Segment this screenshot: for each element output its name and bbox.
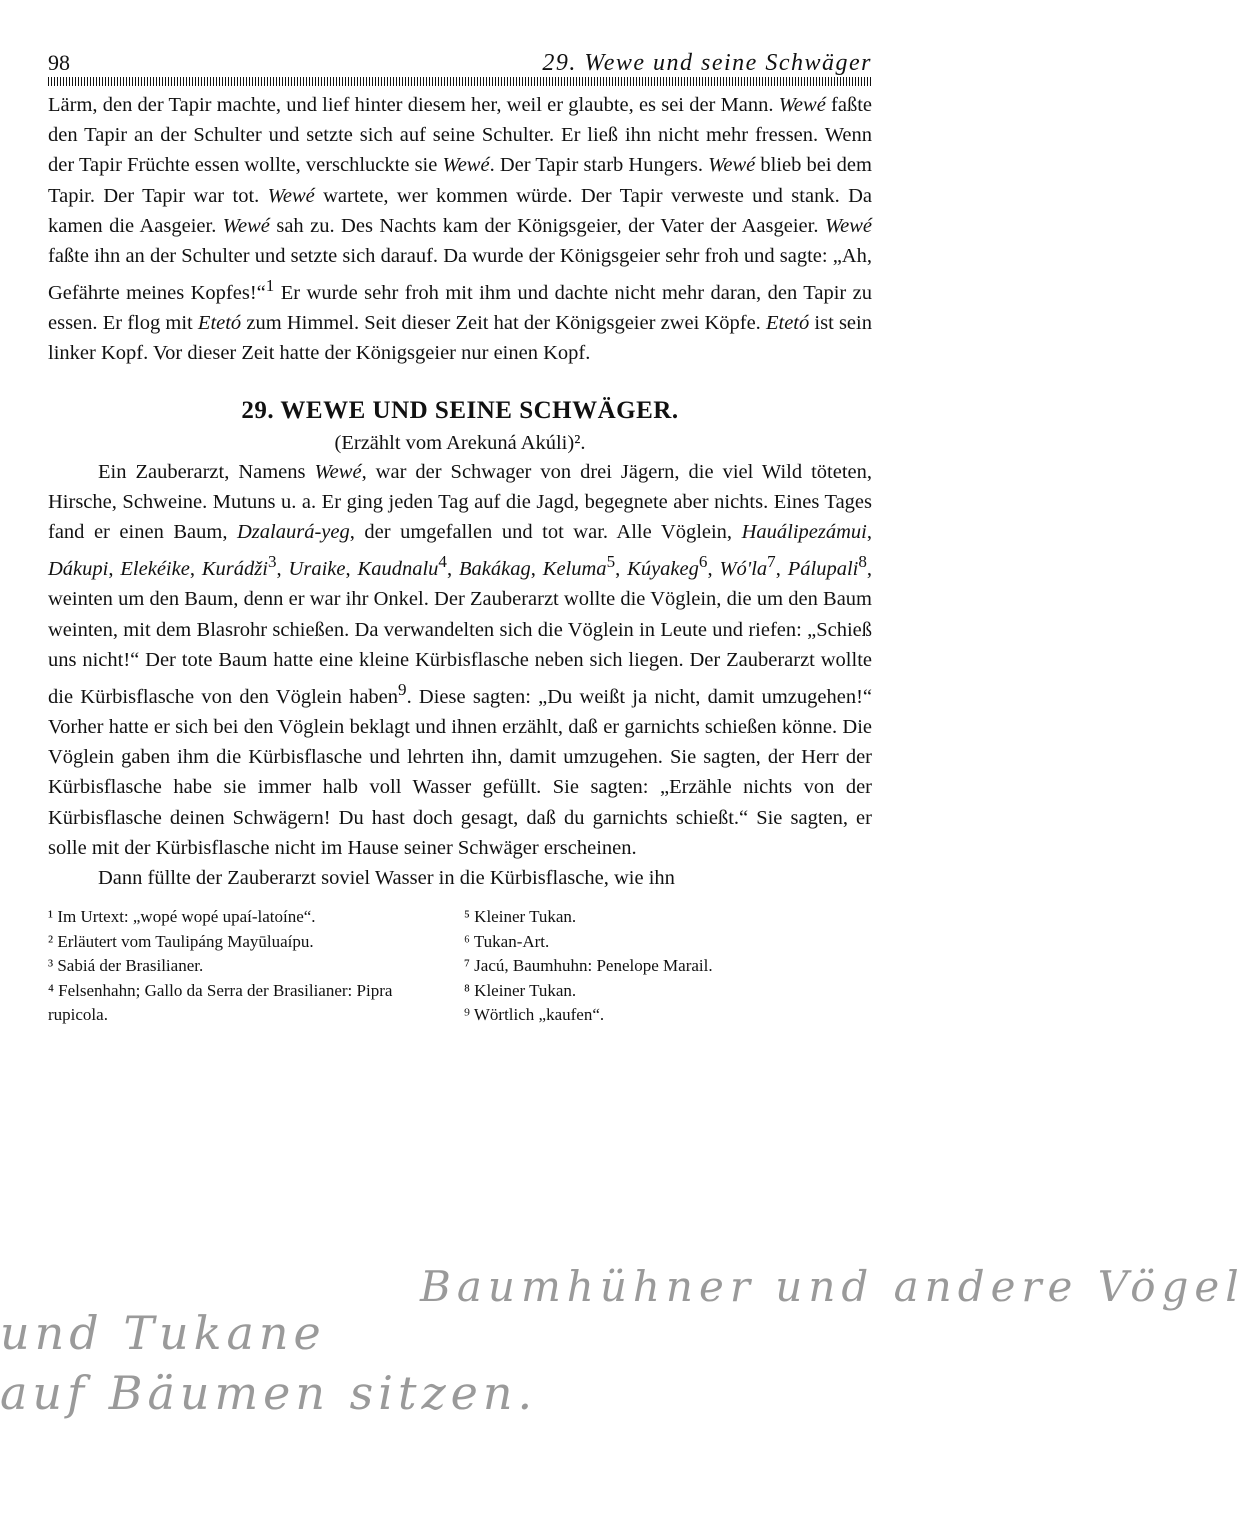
section-title: 29. WEWE UND SEINE SCHWÄGER. (241, 396, 679, 424)
page (48, 52, 872, 1028)
handwritten-note: Baumhühner und andere Vögel (420, 1262, 1245, 1311)
page-number: 98 (48, 50, 70, 75)
footnotes-right-column (464, 905, 872, 1028)
handwritten-note: auf Bäumen sitzen. (0, 1366, 538, 1420)
footnotes-left-column (48, 905, 436, 1028)
body-text (48, 90, 872, 893)
story-paragraph-1: Ein Zauberarzt, Namens Wewé, war der Schwager von drei Jägern, die viel Wild töteten, Hirsche, Schweine. Mutuns u. a. Er ging jeden Tag auf die Jagd, begegnete aber nichts. Eines Tages fand er einen Baum, Dzalaurá-yeg, der umgefallen und tot war. Alle Vöglein, Hauálipezámui, Dákupi, Elekéike, Kurádži$^3$, Uraike, Kaudnalu$^4$, Bakákag, Keluma$^5$, Kúyakeg$^6$, $Wó'la^7$, Pálupali$^8$, weinten um den Baum, denn er war ihr Onkel. Der Zauberarzt wollte die Vöglein, die um den Baum weinten, mit dem Blasrohr schießen. Da verwandelten sich die Vöglein in Leute und riefen: „Schieß uns nicht!“ Der tote Baum hatte eine kleine Kürbisflasche neben sich liegen. Der Zauberarzt wollte die Kürbisflasche von den Vöglein haben$^9$. Diese sagten: „Du weißt ja nicht, damit umzugehen!“ Vorher hatte er sich bei den Vöglein beklagt und ihnen erzählt, daß er garnichts schießen könne. Die Vöglein gaben ihm die Kürbisflasche und lehrten ihn, damit umzugehen. Sie sagten, der Herr der Kürbisflasche habe sie immer halb voll Wasser gefüllt. Sie sagten: „Erzähle nichts von der Kürbisflasche deinen Schwägern! Du hast doch gesagt, daß du garnichts schießt.“ Sie sagten, er solle mit der Kürbisflasche nicht im Hause seiner Schwäger erscheinen. (48, 460, 873, 859)
footnote: ⁵ Kleiner Tukan. (464, 907, 577, 927)
footnote: ⁸ Kleiner Tukan. (464, 980, 577, 1000)
footnote: ⁶ Tukan-Art. (464, 931, 550, 951)
footnotes (48, 905, 872, 1028)
running-title: 29. Wewe und seine Schwäger (542, 50, 872, 76)
story-paragraph-2: Dann füllte der Zauberarzt soviel Wasser in die Kürbisflasche, wie ihn (98, 866, 675, 889)
footnote: ⁴ Felsenhahn; Gallo da Serra der Brasilianer: Pipra rupicola. (48, 980, 393, 1025)
footnote: ⁹ Wörtlich „kaufen“. (464, 1005, 605, 1025)
handwritten-note: und Tukane (0, 1306, 326, 1360)
footnote: ³ Sabiá der Brasilianer. (48, 956, 204, 976)
page-header (48, 52, 872, 74)
section-subtitle: (Erzählt vom Arekuná Akúli)². (334, 431, 586, 454)
footnote: ² Erläutert vom Taulipáng Mayūluaípu. (48, 931, 314, 951)
previous-story-paragraph: Lärm, den der Tapir machte, und lief hinter diesem her, weil er glaubte, es sei der Mann. Wewé faßte den Tapir an der Schulter und setzte sich auf seine Schulter. Er ließ ihn nicht mehr fressen. Wenn der Tapir Früchte essen wollte, verschluckte sie Wewé. Der Tapir starb Hungers. Wewé blieb bei dem Tapir. Der Tapir war tot. Wewé wartete, wer kommen würde. Der Tapir verweste und stank. Da kamen die Aasgeier. Wewé sah zu. Des Nachts kam der Königsgeier, der Vater der Aasgeier. Wewé faßte ihn an der Schulter und setzte sich darauf. Da wurde der Königsgeier sehr froh und sagte: „Ah, Gefährte meines Kopfes!“$^1$ Er wurde sehr froh mit ihm und dachte nicht mehr daran, den Tapir zu essen. Er flog mit Etetó zum Himmel. Seit dieser Zeit hat der Königsgeier zwei Köpfe. Etetó ist sein linker Kopf. Vor dieser Zeit hatte der Königsgeier nur einen Kopf. (48, 94, 873, 365)
footnote: ⁷ Jacú, Baumhuhn: Penelope Marail. (464, 956, 713, 976)
header-rule (48, 77, 872, 86)
footnote: ¹ Im Urtext: „wopé wopé upaí-latoíne“. (48, 907, 316, 927)
